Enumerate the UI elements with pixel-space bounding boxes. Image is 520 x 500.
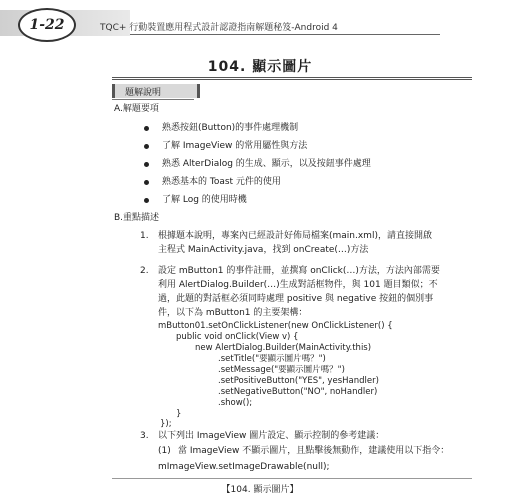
bullet-text: 了解 ImageView 的常用屬性與方法 [162,141,308,151]
code-line: public void onClick(View v) { [176,332,299,342]
section-title: 104. 顯示圖片 [207,59,313,75]
code-line: mButton01.setOnClickListener(new OnClickListener() { [158,321,393,331]
bullet-dot [144,180,149,185]
title-rule [112,77,472,78]
bullet-dot [144,126,149,131]
item-number: 2. [140,266,149,276]
item3-line: 以下列出 ImageView 圖片設定、顯示控制的參考建議： [158,431,385,441]
code-line: .show(); [218,398,253,408]
final-code-line: mImageView.setImageDrawable(null); [158,462,330,472]
page-number: 1-22 [18,8,76,42]
explanation-banner [112,84,200,98]
item2-line: 件，以下為 mButton1 的主要架構： [158,308,308,318]
sub-item-number: (1) [158,446,171,456]
page-header [0,0,520,40]
code-line: .setNegativeButton("NO", noHandler) [218,387,378,397]
bullet-text: 熟悉 AlterDialog 的生成、顯示，以及按鈕事件處理 [162,159,371,169]
part-a-heading: A.解題要項 [114,104,159,114]
page-footer: 【104. 顯示圖片】 [221,485,299,495]
code-line: .setPositiveButton("YES", yesHandler) [218,376,379,386]
bullet-dot [144,144,149,149]
footer-rule [112,478,472,479]
code-line: new AlertDialog.Builder(MainActivity.this) [195,343,372,353]
title-rule-2 [112,79,472,80]
code-line: } [176,409,182,419]
item2-line: 過，此題的對話框必須同時處理 positive 與 negative 按鈕的個別事 [158,294,434,304]
header-rule [130,34,440,35]
bullet-dot [144,162,149,167]
code-line: .setMessage("要顯示圖片嗎？") [218,365,345,375]
book-title: TQC+ 行動裝置應用程式設計認證指南解題秘笈-Android 4 [100,23,338,33]
item1-line: 根據題本說明，專案內已經設計好佈局檔案(main.xml)，請直接開啟 [158,231,432,241]
item2-line: 利用 AlertDialog.Builder(…)生成對話框物件，與 101 題目類似；不 [158,280,438,290]
sub-item-line: 當 ImageView 不顯示圖片，且點擊後無動作，建議使用以下指令： [178,446,450,456]
item1-line: 主程式 MainActivity.java，找到 onCreate(…)方法 [158,245,369,255]
code-line: .setTitle("要顯示圖片嗎？") [218,354,326,364]
item2-line: 設定 mButton1 的事件註冊，並撰寫 onClick(…)方法，方法內部需要 [158,266,440,276]
bullet-text: 熟悉基本的 Toast 元件的使用 [162,177,281,187]
item-number: 3. [140,431,149,441]
item-number: 1. [140,231,149,241]
bullet-dot [144,198,149,203]
bullet-text: 了解 Log 的使用時機 [162,195,247,205]
part-b-heading: B.重點描述 [114,213,160,223]
banner-underline [112,99,194,100]
code-line: }); [160,419,172,429]
banner-label: 題解說明 [125,88,162,98]
bullet-text: 熟悉按鈕(Button)的事件處理機制 [162,123,299,133]
